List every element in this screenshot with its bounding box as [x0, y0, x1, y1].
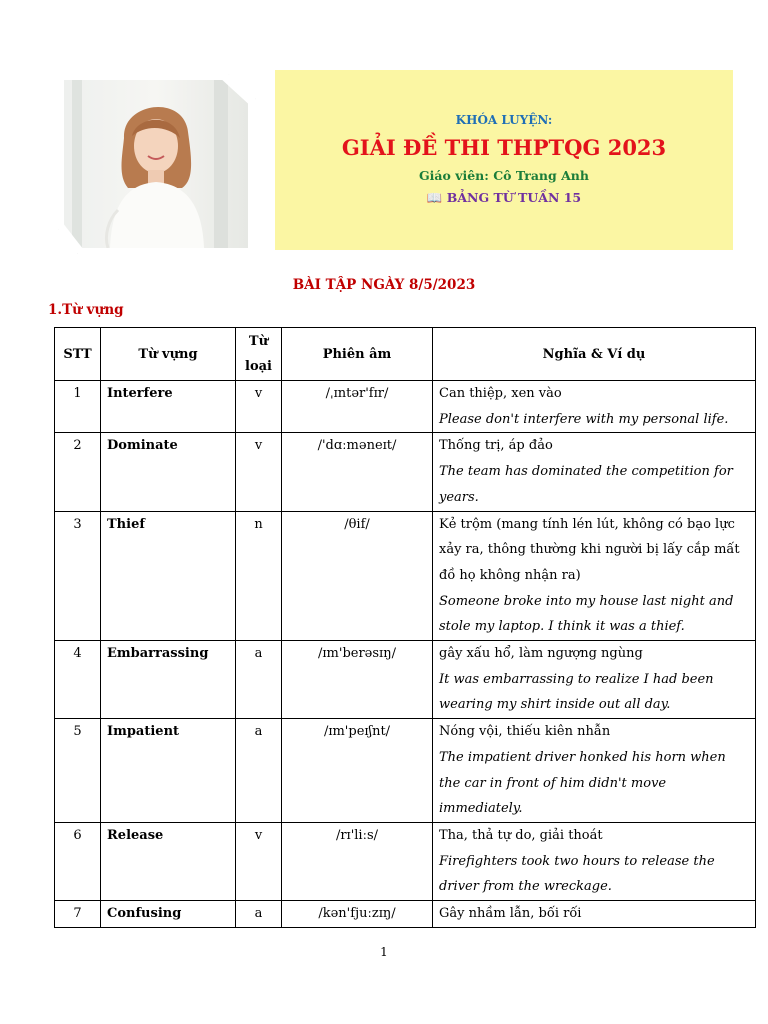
- meaning-cell: [433, 381, 756, 433]
- vocab-word: Interfere: [101, 381, 236, 433]
- example: The impatient driver honked his horn when the car in front of him didn't move immediately.: [439, 749, 726, 817]
- vocab-week-title: [275, 190, 733, 206]
- word-type: v: [236, 433, 282, 511]
- meaning: Can thiệp, xen vào: [439, 386, 562, 401]
- meaning: Gây nhầm lẫn, bối rối: [439, 906, 582, 922]
- example: It was embarrassing to realize I had been wearing my shirt inside out all day.: [439, 671, 714, 713]
- row-number: 1: [55, 381, 101, 433]
- row-number: 3: [55, 511, 101, 641]
- phonetic: /rɪ'liːs/: [282, 822, 433, 900]
- phonetic: /θif/: [282, 511, 433, 641]
- row-number: 4: [55, 641, 101, 719]
- exercise-title: BÀI TẬP NGÀY 8/5/2023: [292, 277, 476, 293]
- example: Firefighters took two hours to release the driver from the wreckage.: [439, 853, 715, 895]
- header-stt: STT: [55, 328, 101, 381]
- book-icon: 📖: [426, 190, 443, 205]
- phonetic: /'dɑːməneɪt/: [282, 433, 433, 511]
- word-type: n: [236, 511, 282, 641]
- table-row: [55, 381, 756, 433]
- vocab-word: Impatient: [101, 719, 236, 823]
- header-word: Từ vựng: [101, 328, 236, 381]
- row-number: 6: [55, 822, 101, 900]
- meaning: Thống trị, áp đảo: [439, 438, 553, 454]
- example: Someone broke into my house last night and stole my laptop. I think it was a thief.: [439, 593, 734, 635]
- meaning: Nóng vội, thiếu kiên nhẫn: [439, 724, 611, 740]
- vocab-week-label: BẢNG TỪ TUẦN 15: [446, 190, 582, 205]
- table-row: [55, 433, 756, 511]
- word-type: a: [236, 641, 282, 719]
- meaning-cell: [433, 511, 756, 641]
- meaning: Kẻ trộm (mang tính lén lút, không có bạo lực xảy ra, thông thường khi người bị lấy cắp mất đồ họ không nhận ra): [439, 516, 740, 583]
- phonetic: /ɪm'berəsɪŋ/: [282, 641, 433, 719]
- table-row: [55, 822, 756, 900]
- meaning-cell: [433, 641, 756, 719]
- row-number: 2: [55, 433, 101, 511]
- table-row: [55, 901, 756, 928]
- word-type: v: [236, 381, 282, 433]
- word-type: v: [236, 822, 282, 900]
- header-ipa: Phiên âm: [282, 328, 433, 381]
- table-row: [55, 511, 756, 641]
- teacher-name: Giáo viên: Cô Trang Anh: [418, 168, 589, 183]
- table-header-row: [55, 328, 756, 381]
- vocab-word: Confusing: [101, 901, 236, 928]
- vocab-word: Release: [101, 822, 236, 900]
- word-type: a: [236, 719, 282, 823]
- section-title: 1.Từ vựng: [48, 302, 124, 318]
- vocab-word: Thief: [101, 511, 236, 641]
- meaning-cell: [433, 719, 756, 823]
- phonetic: /ˌɪntər'fɪr/: [282, 381, 433, 433]
- course-label: KHÓA LUYỆN:: [455, 113, 553, 127]
- phonetic: /ɪm'peɪʃnt/: [282, 719, 433, 823]
- header-pos: Từ loại: [236, 328, 282, 381]
- vocab-word: Dominate: [101, 433, 236, 511]
- meaning-cell: [433, 822, 756, 900]
- meaning: gây xấu hổ, làm ngượng ngùng: [439, 646, 643, 662]
- table-row: [55, 719, 756, 823]
- example: The team has dominated the competition for years.: [439, 464, 733, 505]
- table-row: [55, 641, 756, 719]
- example: Please don't interfere with my personal life.: [439, 411, 729, 427]
- meaning: Tha, thả tự do, giải thoát: [439, 827, 603, 843]
- vocab-word: Embarrassing: [101, 641, 236, 719]
- teacher-photo: [64, 80, 248, 248]
- header-meaning: Nghĩa & Ví dụ: [433, 328, 756, 381]
- course-banner: [275, 70, 733, 250]
- word-type: a: [236, 901, 282, 928]
- course-title: GIẢI ĐỀ THI THPTQG 2023: [341, 135, 667, 160]
- row-number: 7: [55, 901, 101, 928]
- row-number: 5: [55, 719, 101, 823]
- vocabulary-table: [54, 327, 756, 928]
- meaning-cell: [433, 433, 756, 511]
- page-number: 1: [380, 945, 388, 959]
- meaning-cell: [433, 901, 756, 928]
- phonetic: /kən'fjuːzɪŋ/: [282, 901, 433, 928]
